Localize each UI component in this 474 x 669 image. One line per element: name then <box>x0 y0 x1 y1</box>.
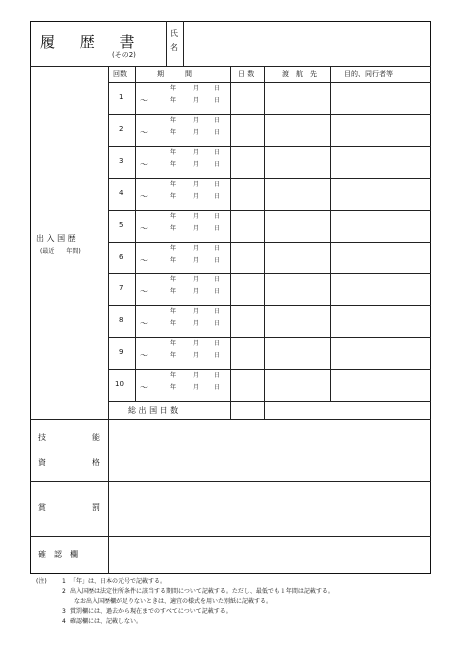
skills-label: 能 <box>92 433 100 442</box>
year-unit: 年 <box>170 288 177 296</box>
note-item: 賞罰欄には、過去から現在までのすべてについて記載する。 <box>70 608 232 615</box>
year-unit: 年 <box>170 224 177 232</box>
day-unit: 日 <box>214 160 221 168</box>
month-unit: 月 <box>193 340 200 348</box>
confirmation-label: 確 認 欄 <box>38 550 78 559</box>
year-unit: 年 <box>170 320 177 328</box>
row-number: 1 <box>119 93 124 101</box>
column-header-purpose: 目的、同行者等 <box>344 70 393 78</box>
day-unit: 日 <box>214 192 221 200</box>
row-number: 8 <box>119 316 124 325</box>
days-field[interactable] <box>232 180 262 208</box>
form-subtitle: (その2) <box>112 51 136 59</box>
month-unit: 月 <box>193 308 200 316</box>
year-unit: 年 <box>170 160 177 168</box>
skills-field[interactable] <box>111 422 428 478</box>
tilde-mark: ～ <box>140 287 148 297</box>
tilde-mark: ～ <box>140 159 148 169</box>
destination-field[interactable] <box>266 212 328 240</box>
tilde-mark: ～ <box>140 351 148 361</box>
destination-field[interactable] <box>266 180 328 208</box>
section-label-travel: 出 入 国 歴 <box>36 234 76 243</box>
days-field[interactable] <box>232 244 262 272</box>
day-unit: 日 <box>214 352 221 360</box>
destination-field[interactable] <box>266 244 328 272</box>
name-field[interactable] <box>186 24 428 64</box>
year-unit: 年 <box>170 276 177 284</box>
day-unit: 日 <box>214 256 221 264</box>
tilde-mark: ～ <box>140 255 148 265</box>
day-unit: 日 <box>214 180 221 188</box>
day-unit: 日 <box>214 116 221 124</box>
month-unit: 月 <box>193 160 200 168</box>
month-unit: 月 <box>193 128 200 136</box>
purpose-field[interactable] <box>332 116 428 144</box>
day-unit: 日 <box>214 148 221 156</box>
month-unit: 月 <box>193 224 200 232</box>
destination-field[interactable] <box>266 371 328 399</box>
day-unit: 日 <box>214 372 221 380</box>
tilde-mark: ～ <box>140 127 148 137</box>
month-unit: 月 <box>193 180 200 188</box>
day-unit: 日 <box>214 212 221 220</box>
purpose-field[interactable] <box>332 148 428 176</box>
year-unit: 年 <box>170 384 177 392</box>
total-days-field[interactable] <box>232 403 262 417</box>
days-field[interactable] <box>232 116 262 144</box>
destination-field[interactable] <box>266 339 328 367</box>
column-header-period: 期 間 <box>157 70 192 78</box>
destination-field[interactable] <box>266 148 328 176</box>
year-unit: 年 <box>170 192 177 200</box>
destination-field[interactable] <box>266 84 328 112</box>
year-unit: 年 <box>170 116 177 124</box>
purpose-field[interactable] <box>332 275 428 303</box>
purpose-field[interactable] <box>332 307 428 335</box>
row-number: 7 <box>119 284 124 293</box>
day-unit: 日 <box>214 340 221 348</box>
destination-field[interactable] <box>266 275 328 303</box>
name-label: 名 <box>170 43 178 52</box>
day-unit: 日 <box>214 320 221 328</box>
month-unit: 月 <box>193 85 200 92</box>
year-unit: 年 <box>170 372 177 380</box>
month-unit: 月 <box>193 288 200 296</box>
month-unit: 月 <box>193 192 200 200</box>
day-unit: 日 <box>214 244 221 252</box>
days-field[interactable] <box>232 148 262 176</box>
day-unit: 日 <box>214 308 221 316</box>
month-unit: 月 <box>193 352 200 360</box>
year-unit: 年 <box>170 180 177 188</box>
purpose-field[interactable] <box>332 339 428 367</box>
month-unit: 月 <box>193 244 200 252</box>
column-header-count: 回数 <box>113 70 127 78</box>
year-unit: 年 <box>170 256 177 264</box>
day-unit: 日 <box>214 288 221 296</box>
column-header-destination: 渡 航 先 <box>282 70 317 78</box>
notes-mark: (注) <box>36 578 47 585</box>
row-number: 10 <box>115 380 124 389</box>
year-unit: 年 <box>170 352 177 360</box>
purpose-field[interactable] <box>332 371 428 399</box>
year-unit: 年 <box>170 148 177 156</box>
year-unit: 年 <box>170 308 177 316</box>
form-title: 履 歴 書 <box>40 33 145 51</box>
awards-label: 賞 <box>38 503 46 512</box>
column-header-days: 日 数 <box>238 70 255 78</box>
days-field[interactable] <box>232 371 262 399</box>
awards-field[interactable] <box>111 484 428 533</box>
tilde-mark: ～ <box>140 191 148 201</box>
days-field[interactable] <box>232 84 262 112</box>
note-item: 「年」は、日本の元号で記載する。 <box>70 578 167 585</box>
day-unit: 日 <box>214 85 221 92</box>
month-unit: 月 <box>193 212 200 220</box>
name-label: 氏 <box>170 29 178 38</box>
row-number: 3 <box>119 156 124 165</box>
year-unit: 年 <box>170 340 177 348</box>
purpose-field[interactable] <box>332 244 428 272</box>
year-unit: 年 <box>170 212 177 220</box>
row-number: 9 <box>119 348 124 357</box>
total-days-label: 総 出 国 日 数 <box>128 406 179 415</box>
row-number: 2 <box>119 124 124 133</box>
day-unit: 日 <box>214 224 221 232</box>
year-unit: 年 <box>170 97 177 104</box>
day-unit: 日 <box>214 97 221 104</box>
month-unit: 月 <box>193 148 200 156</box>
note-item: なお出入国歴欄が足りないときは、適宜の様式を用いた別紙に記載する。 <box>74 598 273 605</box>
penalties-label: 罰 <box>92 503 100 512</box>
row-number: 5 <box>119 220 124 229</box>
tilde-mark: ～ <box>140 383 148 393</box>
day-unit: 日 <box>214 128 221 136</box>
confirmation-field[interactable] <box>111 539 428 571</box>
note-item: 確認欄には、記載しない。 <box>70 618 143 625</box>
year-unit: 年 <box>170 244 177 252</box>
qualification-label: 格 <box>92 458 100 467</box>
days-field[interactable] <box>232 339 262 367</box>
year-unit: 年 <box>170 85 177 92</box>
purpose-field[interactable] <box>332 212 428 240</box>
month-unit: 月 <box>193 384 200 392</box>
month-unit: 月 <box>193 97 200 104</box>
qualification-label: 資 <box>38 458 46 467</box>
skills-label: 技 <box>38 433 46 442</box>
days-field[interactable] <box>232 212 262 240</box>
year-unit: 年 <box>170 128 177 136</box>
days-field[interactable] <box>232 275 262 303</box>
row-number: 4 <box>119 188 124 197</box>
day-unit: 日 <box>214 384 221 392</box>
purpose-field[interactable] <box>332 84 428 112</box>
day-unit: 日 <box>214 276 221 284</box>
days-field[interactable] <box>232 307 262 335</box>
month-unit: 月 <box>193 116 200 124</box>
note-item: 出入国歴は法定住所条件に該当する期間について記載する。ただし、最低でも１年間は記載する。 <box>70 588 334 595</box>
month-unit: 月 <box>193 320 200 328</box>
destination-field[interactable] <box>266 307 328 335</box>
row-number: 6 <box>119 252 124 261</box>
month-unit: 月 <box>193 256 200 264</box>
tilde-mark: ～ <box>140 96 148 105</box>
purpose-field[interactable] <box>332 180 428 208</box>
notes: (注) 1 「年」は、日本の元号で記載する。 2 出入国歴は法定住所条件に該当する期間について記載する。ただし、最低でも１年間は記載する。 なお出入国歴欄が足りないときは、適宜の様式を用いた別紙に記載する。 3 賞罰欄には、過去から現在までのすべてについて記載する。 4 確認欄には、記載しない。 <box>36 578 334 625</box>
month-unit: 月 <box>193 276 200 284</box>
tilde-mark: ～ <box>140 223 148 233</box>
destination-field[interactable] <box>266 116 328 144</box>
section-sublabel-travel: (最近 年間) <box>40 248 81 255</box>
month-unit: 月 <box>193 372 200 380</box>
tilde-mark: ～ <box>140 319 148 329</box>
